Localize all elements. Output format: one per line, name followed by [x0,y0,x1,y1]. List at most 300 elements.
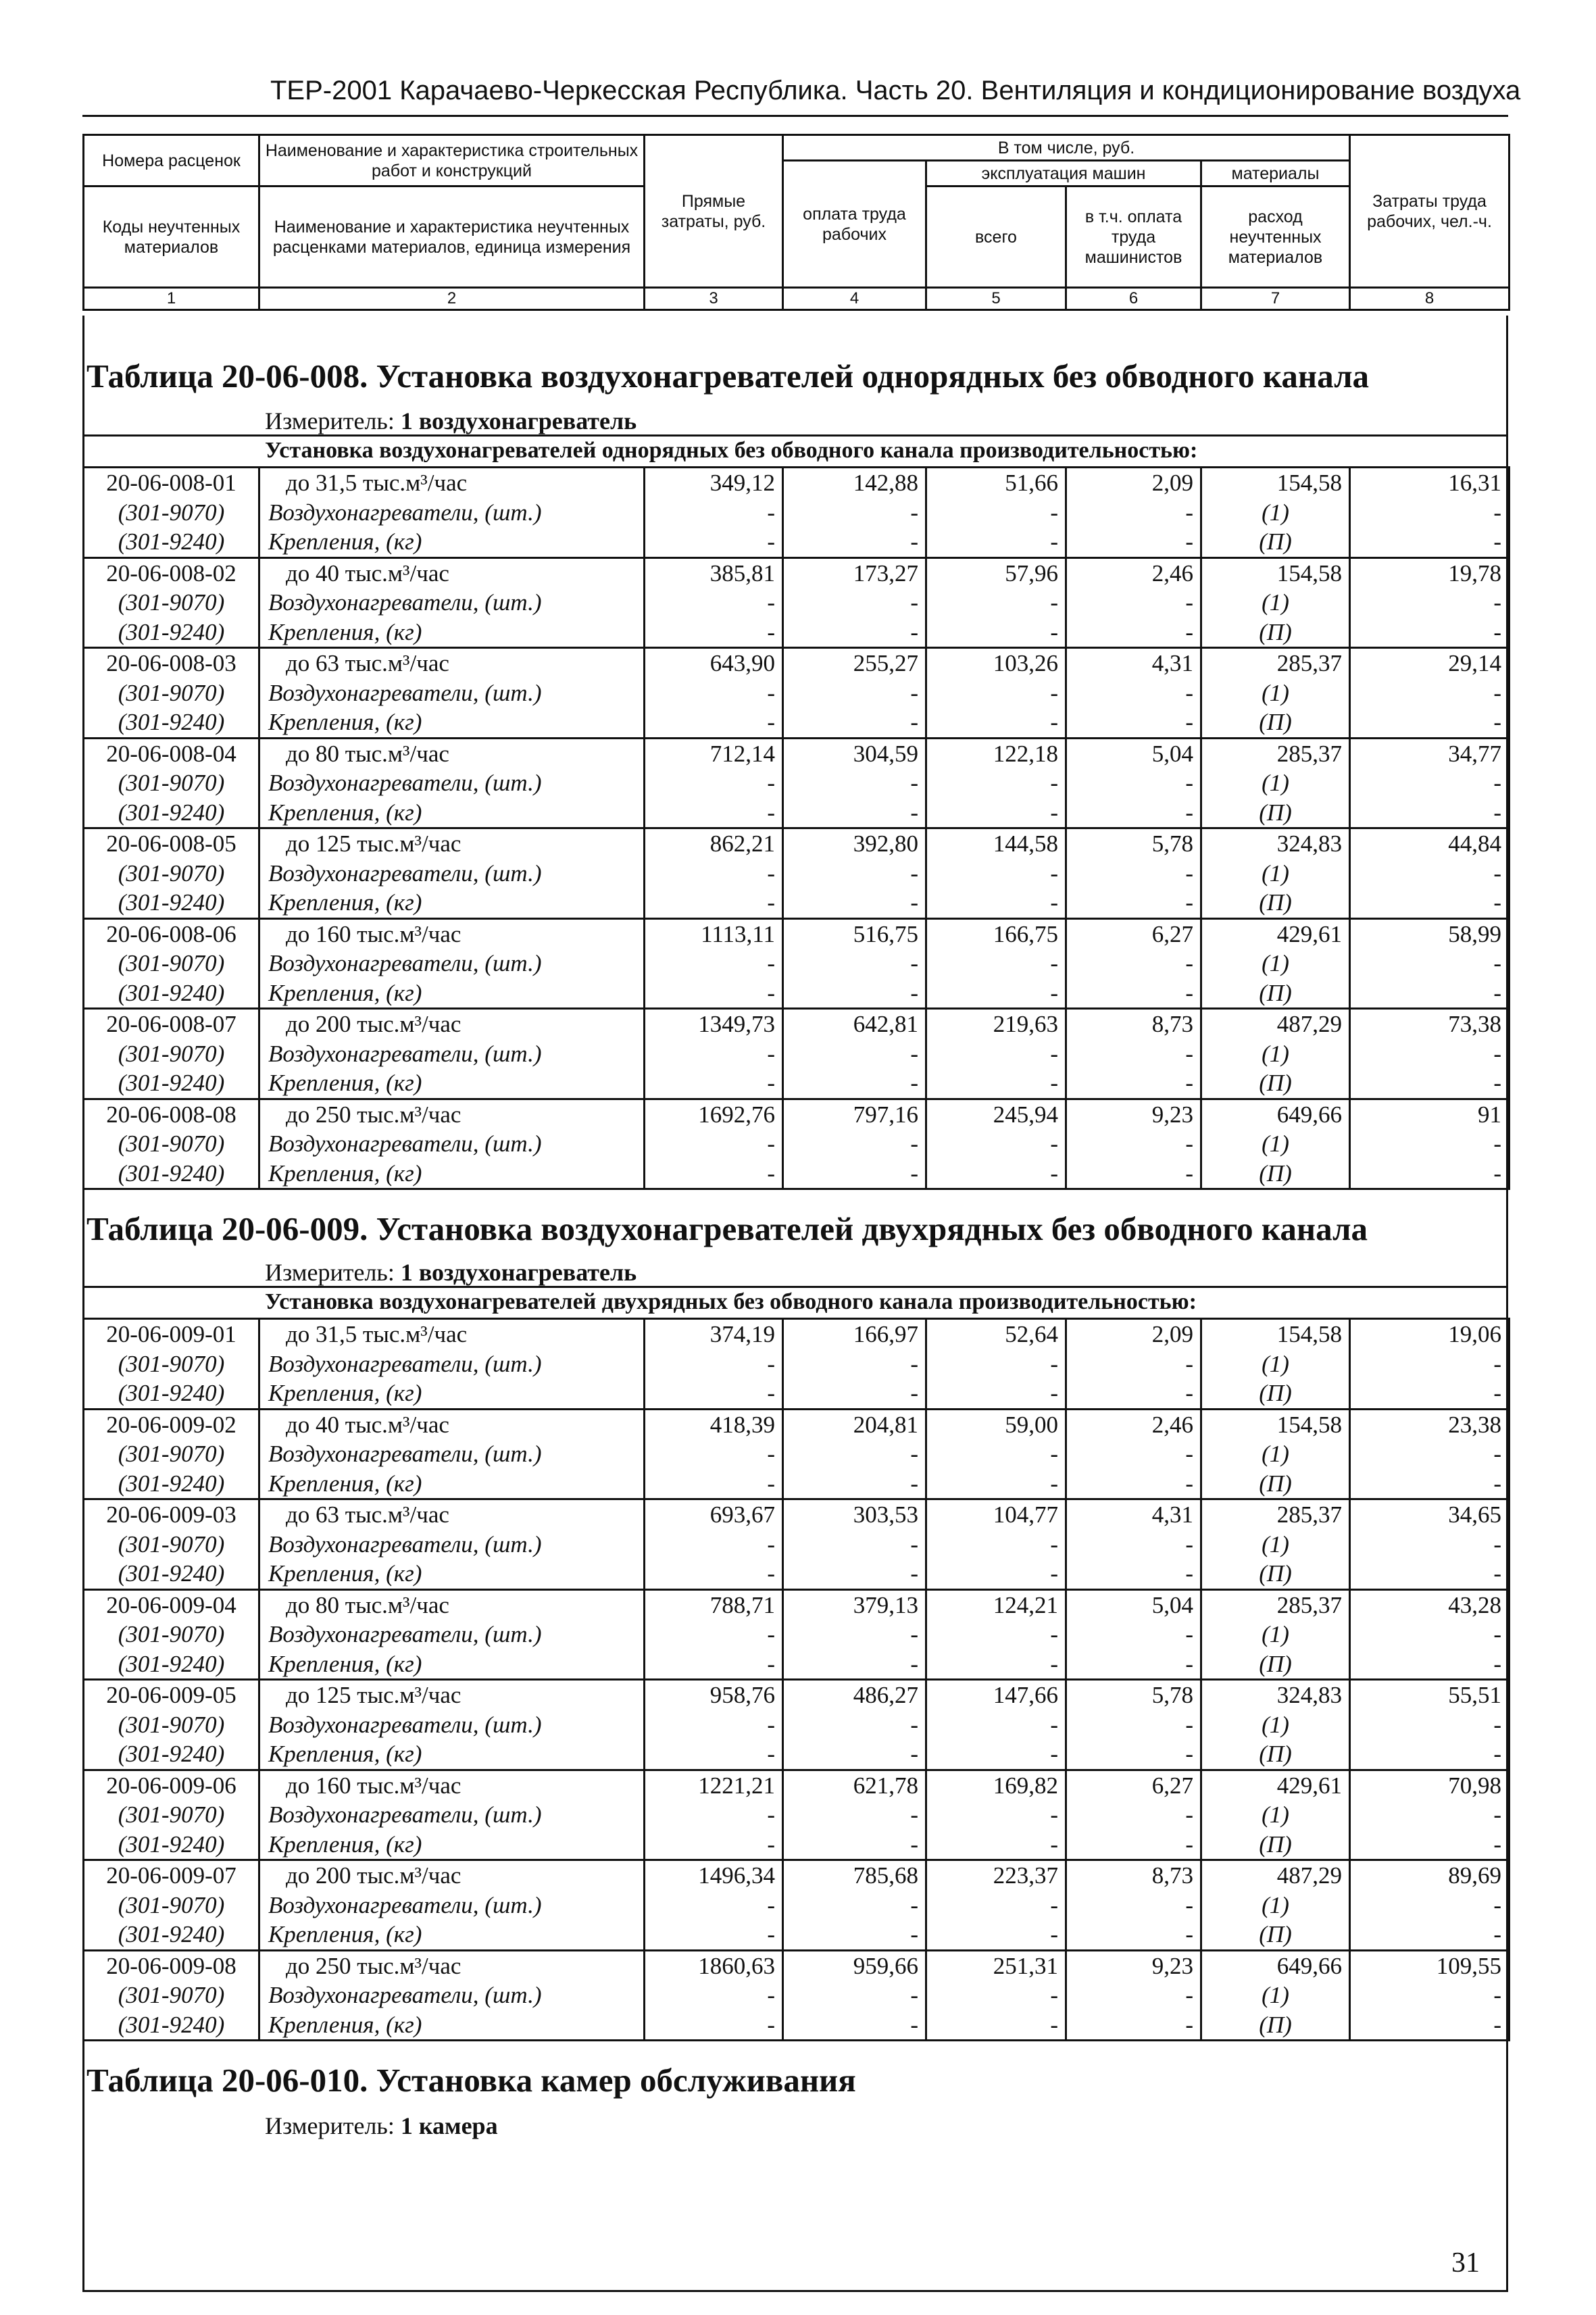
labor-hours: 29,14 [1350,648,1510,678]
labor-hours: 19,06 [1350,1319,1510,1349]
rate-description: до 160 тыс.м³/час [259,918,645,949]
material-name: Крепления, (кг) [259,1649,645,1680]
empty-value: - [1350,978,1510,1009]
rate-description: до 63 тыс.м³/час [259,1499,645,1530]
material-row [84,1920,1510,1950]
table-subtitle: Установка воздухонагревателей двухрядных без обводного канала производительностью: [265,1289,1197,1314]
material-name: Воздухонагреватели, (шт.) [259,678,645,708]
empty-value: - [1350,588,1510,618]
measure-value: 1 воздухонагреватель [400,1259,637,1286]
labor-pay: 142,88 [783,468,926,498]
labor-hours: 23,38 [1350,1409,1510,1439]
empty-value: - [645,1378,783,1409]
empty-value: - [645,678,783,708]
labor-pay: 785,68 [783,1860,926,1891]
empty-value: - [1350,1349,1510,1379]
direct-costs: 862,21 [645,828,783,859]
empty-value: - [645,498,783,528]
direct-costs: 385,81 [645,557,783,588]
material-quantity: (1) [1201,1800,1350,1830]
empty-value: - [783,1710,926,1740]
material-name: Крепления, (кг) [259,1739,645,1770]
empty-value: - [1350,498,1510,528]
material-name: Воздухонагреватели, (шт.) [259,588,645,618]
rate-code: 20-06-009-04 [84,1589,259,1620]
material-quantity: (П) [1201,1159,1350,1189]
rate-code: 20-06-008-08 [84,1099,259,1129]
material-quantity: (1) [1201,1530,1350,1560]
measure-line [265,1258,637,1287]
material-quantity: (П) [1201,2010,1350,2041]
page-number: 31 [1451,2247,1480,2279]
machines-total: 245,94 [926,1099,1066,1129]
material-quantity: (1) [1201,768,1350,798]
machinist-pay: 2,46 [1066,1409,1201,1439]
empty-value: - [926,1159,1066,1189]
empty-value: - [1066,618,1201,648]
empty-value: - [1066,859,1201,889]
direct-costs: 693,67 [645,1499,783,1530]
empty-value: - [783,707,926,738]
machinist-pay: 6,27 [1066,918,1201,949]
empty-value: - [783,1129,926,1159]
empty-value: - [926,1739,1066,1770]
material-quantity: (П) [1201,1830,1350,1860]
empty-value: - [1066,978,1201,1009]
empty-value: - [1066,1068,1201,1099]
machines-total: 103,26 [926,648,1066,678]
rate-description: до 250 тыс.м³/час [259,1950,645,1981]
empty-value: - [783,1920,926,1950]
empty-value: - [926,859,1066,889]
empty-value: - [1066,1920,1201,1950]
material-quantity: (П) [1201,527,1350,557]
rate-row [84,828,1510,859]
empty-value: - [1350,1649,1510,1680]
table-rule [82,1286,1508,1288]
machinist-pay: 6,27 [1066,1770,1201,1800]
material-row [84,1739,1510,1770]
material-name: Крепления, (кг) [259,1378,645,1409]
col-number: 5 [926,288,1066,310]
empty-value: - [783,1378,926,1409]
rate-description: до 63 тыс.м³/час [259,648,645,678]
empty-value: - [783,527,926,557]
machinist-pay: 2,46 [1066,557,1201,588]
column-header-table [82,134,1510,311]
material-name: Воздухонагреватели, (шт.) [259,1891,645,1920]
material-row [84,1039,1510,1069]
direct-costs: 1113,11 [645,918,783,949]
labor-pay: 486,27 [783,1680,926,1710]
labor-hours: 89,69 [1350,1860,1510,1891]
material-name: Крепления, (кг) [259,1068,645,1099]
col-name-top: Наименование и характеристика строительных работ и конструкций [259,135,645,186]
labor-hours: 109,55 [1350,1950,1510,1981]
measure-label: Измеритель: [265,1259,395,1286]
col-machines-total: всего [926,186,1066,288]
empty-value: - [926,1469,1066,1499]
material-code: (301-9240) [84,978,259,1009]
material-quantity: (П) [1201,618,1350,648]
empty-value: - [783,1530,926,1560]
empty-value: - [926,1620,1066,1649]
material-row [84,707,1510,738]
empty-value: - [645,527,783,557]
empty-value: - [1350,1739,1510,1770]
col-group-header: В том числе, руб. [783,135,1350,161]
direct-costs: 788,71 [645,1589,783,1620]
rate-row [84,1099,1510,1129]
rate-row [84,1009,1510,1039]
header-rule [82,115,1508,117]
rate-row [84,1499,1510,1530]
labor-pay: 516,75 [783,918,926,949]
col-number: 6 [1066,288,1201,310]
material-name: Воздухонагреватели, (шт.) [259,768,645,798]
rate-row [84,648,1510,678]
empty-value: - [783,1891,926,1920]
labor-hours: 58,99 [1350,918,1510,949]
empty-value: - [1066,2010,1201,2041]
empty-value: - [926,1530,1066,1560]
material-quantity: (П) [1201,1739,1350,1770]
empty-value: - [645,618,783,648]
material-name: Крепления, (кг) [259,1159,645,1189]
material-name: Воздухонагреватели, (шт.) [259,859,645,889]
material-name: Крепления, (кг) [259,798,645,828]
material-code: (301-9240) [84,618,259,648]
material-quantity: (П) [1201,888,1350,918]
direct-costs: 958,76 [645,1680,783,1710]
empty-value: - [645,1559,783,1589]
materials-cost: 487,29 [1201,1860,1350,1891]
materials-cost: 154,58 [1201,468,1350,498]
empty-value: - [1350,678,1510,708]
machines-total: 51,66 [926,468,1066,498]
labor-hours: 19,78 [1350,557,1510,588]
labor-pay: 304,59 [783,738,926,768]
material-code: (301-9240) [84,1559,259,1589]
rate-description: до 40 тыс.м³/час [259,1409,645,1439]
empty-value: - [1066,1439,1201,1469]
materials-cost: 285,37 [1201,738,1350,768]
table-title: Таблица 20-06-009. Установка воздухонагревателей двухрядных без обводного канала [86,1210,1368,1247]
machines-total: 166,75 [926,918,1066,949]
material-row [84,798,1510,828]
empty-value: - [1066,1469,1201,1499]
col-materials: материалы [1201,161,1350,186]
rate-code: 20-06-009-05 [84,1680,259,1710]
material-code: (301-9070) [84,498,259,528]
labor-pay: 255,27 [783,648,926,678]
rate-row [84,1770,1510,1800]
measure-line [265,407,637,435]
empty-value: - [783,1800,926,1830]
machines-total: 52,64 [926,1319,1066,1349]
rate-row [84,1319,1510,1349]
rate-code: 20-06-009-07 [84,1860,259,1891]
machinist-pay: 9,23 [1066,1950,1201,1981]
empty-value: - [1066,1620,1201,1649]
empty-value: - [645,1800,783,1830]
empty-value: - [926,978,1066,1009]
direct-costs: 1349,73 [645,1009,783,1039]
empty-value: - [926,1439,1066,1469]
material-code: (301-9070) [84,1349,259,1379]
empty-value: - [783,1469,926,1499]
empty-value: - [783,498,926,528]
materials-cost: 285,37 [1201,1589,1350,1620]
col-number: 3 [645,288,783,310]
material-code: (301-9240) [84,798,259,828]
rate-code: 20-06-008-04 [84,738,259,768]
machines-total: 57,96 [926,557,1066,588]
direct-costs: 1496,34 [645,1860,783,1891]
labor-hours: 34,77 [1350,738,1510,768]
empty-value: - [926,1349,1066,1379]
material-code: (301-9070) [84,1129,259,1159]
empty-value: - [926,888,1066,918]
empty-value: - [1066,588,1201,618]
empty-value: - [645,1710,783,1740]
empty-value: - [1066,1981,1201,2010]
empty-value: - [1066,1159,1201,1189]
empty-value: - [1066,1129,1201,1159]
empty-value: - [783,798,926,828]
rate-row [84,1409,1510,1439]
material-code: (301-9240) [84,707,259,738]
materials-cost: 649,66 [1201,1950,1350,1981]
col-labor-hours: Затраты труда рабочих, чел.-ч. [1350,135,1510,288]
labor-pay: 797,16 [783,1099,926,1129]
material-row [84,1891,1510,1920]
materials-cost: 154,58 [1201,557,1350,588]
materials-cost: 649,66 [1201,1099,1350,1129]
materials-cost: 429,61 [1201,918,1350,949]
material-name: Воздухонагреватели, (шт.) [259,1530,645,1560]
rate-code: 20-06-009-08 [84,1950,259,1981]
rate-row [84,1950,1510,1981]
empty-value: - [1350,1559,1510,1589]
empty-value: - [645,707,783,738]
material-code: (301-9070) [84,678,259,708]
material-code: (301-9070) [84,1891,259,1920]
empty-value: - [1066,888,1201,918]
rate-code: 20-06-009-06 [84,1770,259,1800]
labor-hours: 55,51 [1350,1680,1510,1710]
rate-description: до 80 тыс.м³/час [259,738,645,768]
machinist-pay: 5,04 [1066,1589,1201,1620]
col-number: 8 [1350,288,1510,310]
empty-value: - [1066,1530,1201,1560]
materials-cost: 285,37 [1201,648,1350,678]
material-code: (301-9070) [84,859,259,889]
material-row [84,1159,1510,1189]
material-quantity: (1) [1201,1039,1350,1069]
material-row [84,678,1510,708]
labor-pay: 392,80 [783,828,926,859]
empty-value: - [1350,2010,1510,2041]
material-code: (301-9070) [84,949,259,978]
empty-value: - [1350,859,1510,889]
labor-hours: 73,38 [1350,1009,1510,1039]
material-code: (301-9240) [84,2010,259,2041]
material-code: (301-9070) [84,1981,259,2010]
rate-row [84,1680,1510,1710]
rate-description: до 250 тыс.м³/час [259,1099,645,1129]
material-row [84,1830,1510,1860]
materials-cost: 324,83 [1201,1680,1350,1710]
material-code: (301-9070) [84,1039,259,1069]
material-quantity: (1) [1201,678,1350,708]
empty-value: - [1066,678,1201,708]
material-row [84,1530,1510,1560]
material-name: Воздухонагреватели, (шт.) [259,1129,645,1159]
empty-value: - [926,1710,1066,1740]
empty-value: - [926,1981,1066,2010]
machinist-pay: 8,73 [1066,1009,1201,1039]
empty-value: - [1350,1068,1510,1099]
material-name: Воздухонагреватели, (шт.) [259,1349,645,1379]
empty-value: - [926,1559,1066,1589]
empty-value: - [1066,707,1201,738]
material-quantity: (П) [1201,1378,1350,1409]
material-name: Крепления, (кг) [259,1920,645,1950]
empty-value: - [1350,1039,1510,1069]
material-quantity: (1) [1201,1620,1350,1649]
empty-value: - [1066,1710,1201,1740]
empty-value: - [1066,1891,1201,1920]
machines-total: 104,77 [926,1499,1066,1530]
empty-value: - [926,1129,1066,1159]
material-code: (301-9070) [84,1800,259,1830]
material-code: (301-9070) [84,1530,259,1560]
material-name: Воздухонагреватели, (шт.) [259,1620,645,1649]
empty-value: - [783,768,926,798]
material-code: (301-9240) [84,1469,259,1499]
material-name: Воздухонагреватели, (шт.) [259,1039,645,1069]
empty-value: - [926,1068,1066,1099]
material-row [84,978,1510,1009]
labor-hours: 34,65 [1350,1499,1510,1530]
empty-value: - [1350,888,1510,918]
empty-value: - [1350,618,1510,648]
empty-value: - [926,2010,1066,2041]
material-row [84,888,1510,918]
empty-value: - [1066,1349,1201,1379]
empty-value: - [645,888,783,918]
table-rule [82,434,1508,437]
material-code: (301-9240) [84,1830,259,1860]
material-row [84,1349,1510,1379]
direct-costs: 1692,76 [645,1099,783,1129]
empty-value: - [926,1378,1066,1409]
material-code: (301-9240) [84,1159,259,1189]
direct-costs: 643,90 [645,648,783,678]
empty-value: - [926,498,1066,528]
empty-value: - [645,768,783,798]
material-quantity: (П) [1201,978,1350,1009]
material-quantity: (П) [1201,1920,1350,1950]
machines-total: 144,58 [926,828,1066,859]
labor-pay: 959,66 [783,1950,926,1981]
empty-value: - [1350,1920,1510,1950]
direct-costs: 418,39 [645,1409,783,1439]
material-name: Крепления, (кг) [259,527,645,557]
material-row [84,1649,1510,1680]
empty-value: - [1066,1378,1201,1409]
rate-code: 20-06-009-02 [84,1409,259,1439]
col-machinist-pay: в т.ч. оплата труда машинистов [1066,186,1201,288]
material-name: Крепления, (кг) [259,707,645,738]
col-number: 4 [783,288,926,310]
rate-row [84,557,1510,588]
empty-value: - [926,527,1066,557]
rate-description: до 200 тыс.м³/час [259,1860,645,1891]
materials-cost: 324,83 [1201,828,1350,859]
material-code: (301-9070) [84,1710,259,1740]
material-quantity: (П) [1201,1559,1350,1589]
labor-hours: 16,31 [1350,468,1510,498]
materials-cost: 154,58 [1201,1319,1350,1349]
material-code: (301-9070) [84,1620,259,1649]
material-name: Крепления, (кг) [259,1559,645,1589]
empty-value: - [926,1649,1066,1680]
col-codes-bottom: Коды неучтенных материалов [84,186,259,288]
empty-value: - [645,1891,783,1920]
empty-value: - [783,1739,926,1770]
empty-value: - [783,1830,926,1860]
machines-total: 223,37 [926,1860,1066,1891]
direct-costs: 349,12 [645,468,783,498]
empty-value: - [1066,1830,1201,1860]
measure-value: 1 камера [400,2112,498,2139]
material-name: Воздухонагреватели, (шт.) [259,1710,645,1740]
material-row [84,1378,1510,1409]
labor-pay: 173,27 [783,557,926,588]
empty-value: - [645,1981,783,2010]
empty-value: - [783,949,926,978]
material-code: (301-9240) [84,1920,259,1950]
empty-value: - [926,1800,1066,1830]
material-row [84,527,1510,557]
rate-code: 20-06-008-05 [84,828,259,859]
page-header: ТЕР-2001 Карачаево-Черкесская Республика. Часть 20. Вентиляция и кондиционирование воздуха [270,76,1521,105]
rate-row [84,738,1510,768]
col-codes-top: Номера расценок [84,135,259,186]
empty-value: - [1350,798,1510,828]
direct-costs: 374,19 [645,1319,783,1349]
labor-pay: 621,78 [783,1770,926,1800]
rate-code: 20-06-008-06 [84,918,259,949]
empty-value: - [783,888,926,918]
empty-value: - [783,618,926,648]
empty-value: - [645,588,783,618]
col-number: 2 [259,288,645,310]
measure-label: Измеритель: [265,407,395,434]
material-row [84,2010,1510,2041]
rate-description: до 31,5 тыс.м³/час [259,1319,645,1349]
empty-value: - [645,859,783,889]
labor-hours: 70,98 [1350,1770,1510,1800]
empty-value: - [1066,949,1201,978]
rate-row [84,1589,1510,1620]
empty-value: - [645,1469,783,1499]
empty-value: - [1350,1800,1510,1830]
rate-description: до 31,5 тыс.м³/час [259,468,645,498]
empty-value: - [1066,798,1201,828]
